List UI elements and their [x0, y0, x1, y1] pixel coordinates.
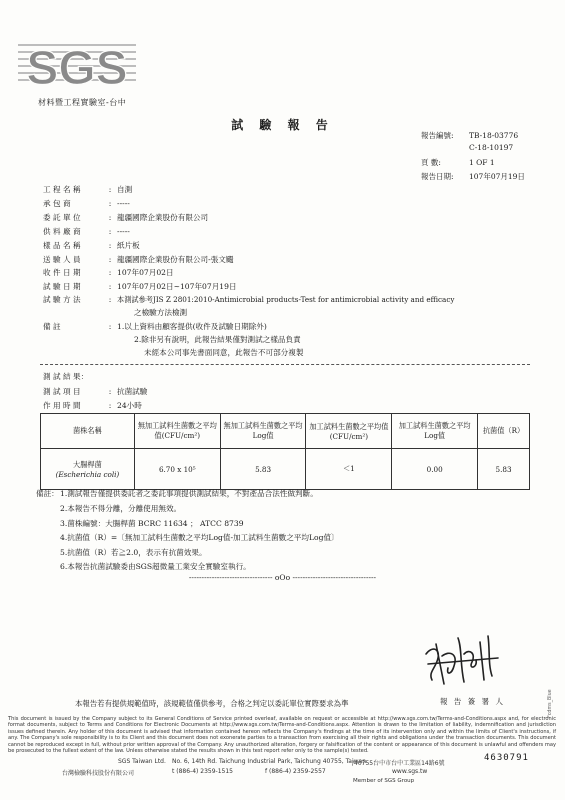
- note-6: 6.本報告抗菌試驗委由SGS超微量工業安全實驗室執行。: [60, 562, 251, 571]
- note-2: 2.本報告不得分離，分離使用無效。: [60, 504, 182, 513]
- strain-name: 大腸桿菌: [73, 459, 102, 469]
- footer-web: www.sgs.tw: [392, 768, 428, 775]
- strain-latin: (Escherichia coli): [55, 469, 120, 479]
- footer-company-zh: 台灣檢驗科技股份有限公司: [62, 770, 135, 777]
- footer-tel: t (886-4) 2359-1515: [172, 768, 233, 775]
- lab-name: 材料暨工程實驗室-台中: [38, 98, 127, 107]
- cell-untreated-avg: 6.70 x 10⁵: [134, 449, 220, 490]
- report-number-2: C-18-10197: [469, 143, 514, 152]
- signature-label: 報 告 簽 署 人: [440, 697, 506, 706]
- sgs-logo: [18, 38, 136, 94]
- divider: [40, 364, 530, 365]
- footer-company-en: SGS Taiwan Ltd.: [118, 758, 166, 765]
- info-row-sample: 樣 品 名 稱 : 紙片板: [43, 241, 140, 250]
- report-date: 報告日期: 107年07月19日: [421, 172, 525, 181]
- method-line-2: 之檢驗方法檢測: [134, 308, 188, 317]
- table-row: [41, 449, 530, 490]
- serial-number: 4630791: [484, 753, 529, 763]
- info-row-method: 試 驗 方 法 : 本測試參考JIS Z 2801:2010-Antimicrobial products-Test for antimicrobial activity and efficacy: [43, 295, 455, 304]
- info-row-submitter: 送 驗 人 員 : 龍疆國際企業股份有限公司-張文颺: [43, 255, 234, 264]
- header-r-value: 抗菌值（R）: [478, 414, 530, 449]
- cell-strain: [41, 449, 135, 490]
- table-header-row: [41, 414, 530, 449]
- results-items: 測 試 項 目 : 抗菌試驗: [43, 387, 148, 396]
- note-5: 5.抗菌值（R）若≧2.0，表示有抗菌效果。: [60, 548, 207, 557]
- remark-3: 未經本公司事先書面同意，此報告不可部分複製: [144, 348, 304, 357]
- note-1: 1.測試報告僅提供委託者之委託事項提供測試結果，不對產品合法性做判斷。: [60, 489, 318, 498]
- footer-group: Member of SGS Group: [353, 778, 415, 784]
- results-time: 作 用 時 間 : 24小時: [43, 401, 142, 410]
- results-table: [40, 413, 530, 490]
- info-row-client: 委 託 單 位 : 龍疆國際企業股份有限公司: [43, 213, 209, 222]
- note-4: 4.抗菌值（R）=〔無加工試料生菌數之平均Log值-加工試料生菌數之平均Log值〕: [60, 533, 339, 542]
- header-treated-log: 加工試料生菌數之平均Log值: [392, 414, 478, 449]
- cell-treated-avg: ＜1: [306, 449, 392, 490]
- signature-image: [418, 624, 508, 688]
- cell-r-value: 5.83: [478, 449, 530, 490]
- disclaimer-note: 本報告若有提供規範值時，該規範值僅供參考，合格之判定以委託單位實際要求為準: [75, 699, 349, 708]
- report-number: 報告編號: TB-18-03776: [421, 131, 519, 140]
- cell-untreated-log: 5.83: [220, 449, 306, 490]
- note-3: 3.菌株編號：大腸桿菌 BCRC 11634 ； ATCC 8739: [60, 519, 244, 528]
- end-mark: --------------------------------- oOo ---------------------------------: [188, 573, 377, 582]
- legal-fine-print: This document is issued by the Company subject to its General Conditions of Service printed overleaf, available on request or accessible at http://www.sgs.com.tw/Terms-and-Conditions.aspx and, for electronic format documents, subject to Terms and Conditions for Electronic Documents at http://www.sgs.com.tw/Terms-and-Conditions.aspx. Attention is drawn to the limitation of liability, indemnification and jurisdiction issues defined therein. Any holder of this document is advised that information contained hereon reflects the Company's findings at the time of its intervention only and within the limits of Client's instructions, if any. The Company's sole responsibility is to its Client and this document does not exonerate parties to a transaction from exercising all their rights and obligations under the transaction documents. This document cannot be reproduced except in full, without prior written approval of the Company. Any unauthorized alteration, forgery or falsification of the content or appearance of this document is unlawful and offenders may be prosecuted to the fullest extent of the law. Unless otherwise stated the results shown in this test report refer only to the sample(s) tested.: [8, 716, 556, 755]
- footer-address-en: No. 6, 14th Rd. Taichung Industrial Park, Taichung 40755, Taiwan: [172, 758, 366, 765]
- info-row-supplier: 供 料 廠 商 : -----: [43, 227, 130, 236]
- remark-2: 2.除非另有說明，此報告結果僅對測試之樣品負責: [134, 335, 301, 344]
- cell-treated-log: 0.00: [392, 449, 478, 490]
- page-count: 頁 數: 1 OF 1: [421, 158, 495, 167]
- remarks-row: 備 註 : 1.以上資料由顧客提供(收件及試驗日期除外): [43, 322, 267, 331]
- footer-fax: f (886-4) 2359-2557: [265, 768, 326, 775]
- notes-label: 備註：: [36, 489, 59, 498]
- footer-address-zh: /40755台中市台中工業區14路6號: [352, 760, 445, 767]
- info-row-received: 收 件 日 期 : 107年07月02日: [43, 268, 174, 277]
- info-row-test-date: 試 驗 日 期 : 107年07月02日~107年07月19日: [43, 282, 237, 291]
- info-row-project: 工 程 名 稱 : 自測: [43, 185, 133, 194]
- logo-text: SGS: [26, 42, 128, 94]
- header-untreated-avg: 無加工試料生菌數之平均值(CFU/cm²): [134, 414, 220, 449]
- info-row-contractor: 承 包 商 : -----: [43, 199, 130, 208]
- results-label: 測 試 結 果：: [43, 372, 89, 381]
- header-strain: 菌株名稱: [41, 414, 135, 449]
- page-title: 試 驗 報 告: [231, 118, 334, 132]
- header-untreated-log: 無加工試料生菌數之平均Log值: [220, 414, 306, 449]
- header-treated-avg: 加工試料生菌數之平均值(CFU/cm²): [306, 414, 392, 449]
- side-code: Fcdms_Blue: [548, 689, 553, 718]
